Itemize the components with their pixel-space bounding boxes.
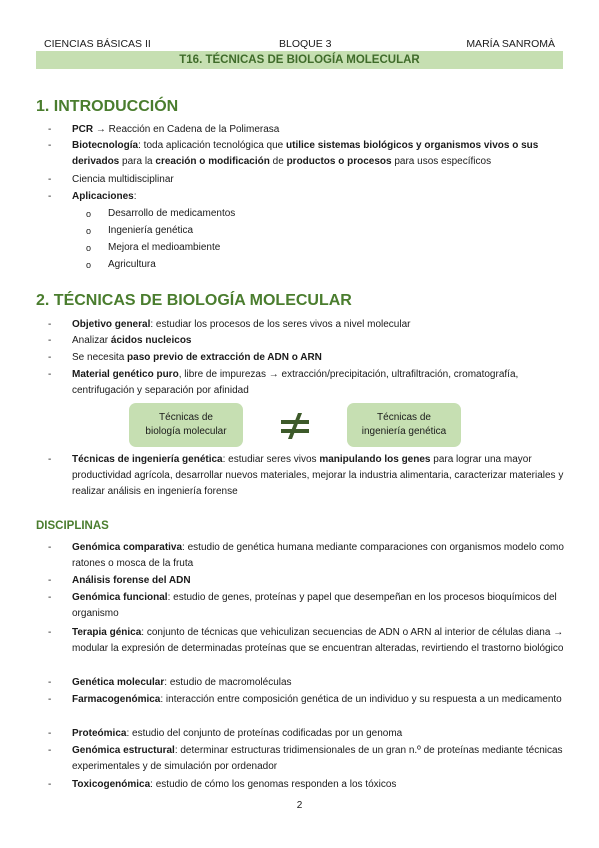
header-author: MARÍA SANROMÀ <box>466 38 555 50</box>
not-equal-icon <box>280 411 310 441</box>
section-heading-tecnicas: 2. TÉCNICAS DE BIOLOGÍA MOLECULAR <box>36 292 352 309</box>
box-biologia-molecular: Técnicas de biología molecular <box>129 403 243 447</box>
section-heading-disciplinas: DISCIPLINAS <box>36 520 109 532</box>
section-heading-introduccion: 1. INTRODUCCIÓN <box>36 98 179 115</box>
document-title: T16. TÉCNICAS DE BIOLOGÍA MOLECULAR <box>36 51 563 69</box>
box-ingenieria-genetica: Técnicas de ingeniería genética <box>347 403 461 447</box>
document-page: CIENCIAS BÁSICAS II BLOQUE 3 MARÍA SANROMÀ T16. TÉCNICAS DE BIOLOGÍA MOLECULAR 1. INTRODUCCIÓN - PCR → Reacción en Cadena de la Polimerasa - Biotecnología: toda aplicación tecnológica que utilice sistemas biológicos y organismos vivos o sus derivados para la creación o modificación de productos o procesos para usos específicos - Ciencia multidisciplinar - Aplicaciones: o Desarrollo de medicamentos o Ingeniería genética o Mejora el medioambiente o Agricultura 2. TÉCNICAS DE BIOLOGÍA MOLECULAR - Objetivo general: estudiar los procesos de los seres vivos a nivel molecular - Analizar ácidos nucleicos - Se necesita paso previo de extracción de ADN o ARN - Material genético puro, libre de impurezas → extracción/precipitación, ultrafiltración, cromatografía, centrifugación y separación por afinidad Técnicas de biología molecular Técnicas de ingeniería genética - Técnicas de ingeniería genética: estudiar seres vivos manipulando los genes para lograr una mayor productividad agrícola, desarrollar nuevos materiales, mejorar la industria alimentaria, caracterizar materiales y realizar análisis en ingeniería forense DISCIPLINAS - Genómica comparativa: estudio de genética humana mediante comparaciones con organismos modelo como ratones o mosca de la fruta - Análisis forense del ADN - Genómica funcional: estudio de genes, proteínas y papel que desempeñan en los procesos bioquímicos del organismo - Terapia génica: conjunto de técnicas que vehiculizan secuencias de ADN o ARN al interior de células diana → modular la expresión de determinadas proteínas que se encuentran alteradas, revirtiendo el trastorno biológico - Genética molecular: estudio de macromoléculas - Farmacogenómica: interacción entre composición genética de un individuo y su respuesta a un medicamento - Proteómica: estudio del conjunto de proteínas codificadas por un genoma - Genómica estructural: determinar estructuras tridimensionales de un gran n.º de proteínas mediante técnicas experimentales y de simulación por ordenador - Toxicogenómica: estudio de cómo los genomas responden a los tóxicos 2 <box>0 0 599 848</box>
header-course: CIENCIAS BÁSICAS II <box>44 38 151 50</box>
running-header <box>36 38 563 51</box>
header-block: BLOQUE 3 <box>279 38 332 50</box>
page-number: 2 <box>296 800 303 811</box>
